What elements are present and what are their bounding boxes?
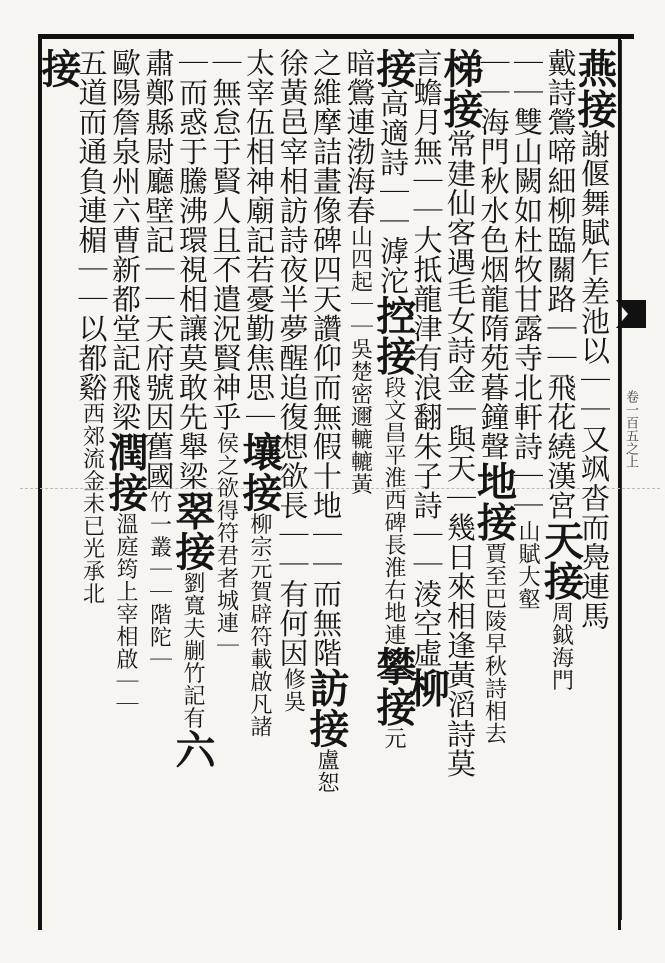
entry-heading: 訪接 <box>303 667 350 749</box>
entry-heading: 地接 <box>470 461 518 542</box>
column-text: 太宰伍相神廟記若憂勤焦思｜ <box>242 48 276 432</box>
text-column <box>370 48 417 750</box>
text-column <box>303 48 350 794</box>
column-text: 周鉞海門 <box>548 601 574 691</box>
text-column <box>275 48 311 713</box>
column-text: 山四起｜｜吳楚密邇轆轆 <box>347 225 373 473</box>
text-column <box>403 48 451 708</box>
left-border-rule <box>38 34 42 930</box>
column-text: ｜無怠于賢人且不遣況賢神乎 <box>208 48 243 432</box>
column-text: 溫庭筠上宰相啟｜｜ <box>113 512 138 715</box>
text-column <box>236 48 283 738</box>
entry-heading: 翠接 <box>169 490 216 572</box>
entry-heading: 攀接 <box>370 646 417 727</box>
column-text: 劉寬夫剻竹記有 <box>180 571 205 729</box>
text-column <box>102 48 149 715</box>
text-column <box>169 48 216 770</box>
column-text: 柳宗元賀辟符載啟凡諸 <box>247 512 272 738</box>
text-column <box>470 48 518 745</box>
entry-heading: 潤接 <box>102 431 149 513</box>
entry-heading: 梯接 <box>437 48 484 129</box>
column-text: ｜｜海門秋水色烟龍隋苑暮鐘聲 <box>476 48 511 461</box>
column-text: 戴詩鶯啼細柳臨關路｜｜飛花繞漢宮 <box>543 48 578 520</box>
column-text: 黃 <box>347 472 373 495</box>
column-text: 暗鶯連渤海春 <box>342 48 377 225</box>
column-text: 常建仙客遇毛女詩金｜與天｜幾日來相逢黃滔詩莫 <box>443 129 477 778</box>
column-text: 五道而通負連楣｜｜以都谿 <box>74 48 109 402</box>
text-column <box>74 48 110 605</box>
column-text: 西郊流金未已光承北 <box>79 402 105 605</box>
entry-heading: 接 <box>370 48 417 89</box>
entry-heading: 壤接 <box>236 431 283 513</box>
column-text: 徐黃邑宰相訪詩夜半夢醒追復想欲長｜｜有何因 <box>275 48 310 668</box>
column-text: 侯之欲得符君者城連｜ <box>213 431 239 657</box>
column-text: 歐陽詹泉州六曹新都堂記飛梁 <box>108 48 142 432</box>
entry-heading: 控接 <box>370 295 417 376</box>
margin-chapter-mark: 卷一百五之上 <box>623 390 638 468</box>
column-text: 山賦大壑 <box>515 520 540 610</box>
column-text: 言蟾月無｜｜大抵龍津有浪翻朱子詩｜｜淩空虛 <box>409 48 444 668</box>
column-text: 盧恕 <box>314 748 339 794</box>
column-text: 元 <box>381 727 406 750</box>
column-text: ｜｜雙山闕如杜牧甘露寺北軒詩｜｜ <box>510 48 544 520</box>
text-column <box>141 48 177 671</box>
column-text: 高適詩｜｜滹沱 <box>376 88 410 295</box>
text-column <box>342 48 378 495</box>
column-text: 竹一叢｜｜階陀｜ <box>146 490 172 671</box>
entry-heading: 燕接 <box>571 48 618 129</box>
entry-heading: 六 <box>169 729 216 770</box>
entry-heading: 天接 <box>537 520 585 601</box>
column-text: ｜而惑于騰沸環視相讓莫敢先舉梁 <box>175 48 209 491</box>
top-border-rule <box>38 34 634 39</box>
spine-margin <box>621 40 635 920</box>
column-text: 謝偃舞賦乍差池以｜｜又飒沓而鳧連馬 <box>577 129 611 631</box>
column-text: 修吳 <box>280 667 306 713</box>
entry-heading: 接 <box>35 48 82 89</box>
text-column <box>35 48 82 89</box>
entry-heading: 柳 <box>403 667 451 708</box>
column-text: 之維摩詰畫像碑四天讚仰而無假十地｜｜而無階 <box>309 48 343 668</box>
column-text: 肅鄭縣尉廳壁記｜｜天府號因舊國 <box>141 48 176 491</box>
column-text: 段文昌平淮西碑長淮右地連 <box>381 376 406 646</box>
column-text: 賈至巴陵早秋詩相去 <box>481 542 507 745</box>
text-column <box>537 48 585 691</box>
